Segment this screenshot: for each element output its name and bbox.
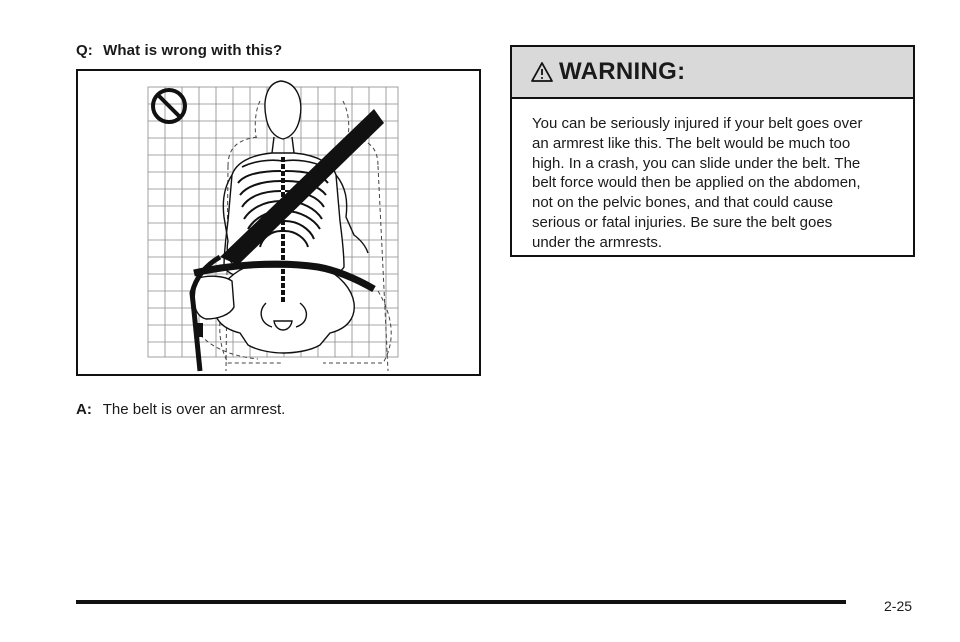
prohibition-icon [153, 90, 185, 122]
belt-over-armrest-illustration [78, 71, 479, 374]
warning-text [512, 99, 913, 253]
warning-line: You can be seriously injured if your belt goes over [532, 115, 863, 132]
belt-buckle [195, 323, 203, 337]
skeleton-figure [214, 81, 368, 353]
question-prefix: Q: [76, 42, 93, 59]
belt-illustration-frame [76, 69, 481, 376]
warning-line: belt force would then be applied on the abdomen, [532, 174, 861, 192]
armrest [194, 276, 234, 319]
warning-line: under the armrests. [532, 233, 663, 251]
warning-triangle-icon [530, 61, 554, 83]
warning-line: high. In a crash, you can slide under the belt. The [532, 154, 861, 172]
answer-text: The belt is over an armrest. [102, 401, 286, 418]
warning-header [512, 47, 913, 99]
footer-rule [76, 600, 846, 604]
warning-box [510, 45, 915, 257]
warning-line: not on the pelvic bones, and that could cause [532, 194, 834, 212]
warning-line: serious or fatal injuries. Be sure the belt goes [532, 213, 833, 231]
answer-prefix: A: [76, 401, 92, 418]
warning-line: an armrest like this. The belt would be much too [532, 134, 851, 152]
warning-title: WARNING: [559, 58, 686, 85]
answer [76, 401, 285, 418]
question [76, 42, 282, 59]
question-text: What is wrong with this? [103, 42, 283, 59]
page-number: 2-25 [884, 598, 913, 614]
